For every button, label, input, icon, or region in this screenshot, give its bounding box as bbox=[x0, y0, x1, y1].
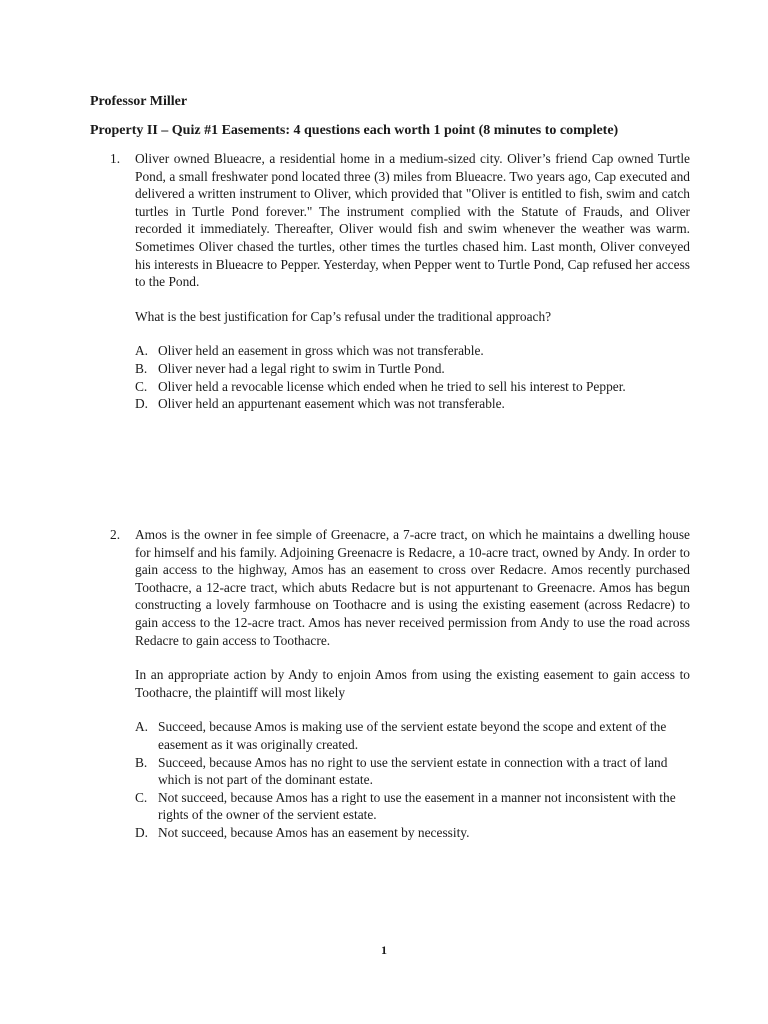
choice-text: Oliver held an easement in gross which was not transferable. bbox=[158, 343, 484, 359]
choice-letter: B. bbox=[135, 360, 148, 376]
answer-choice-b bbox=[135, 754, 690, 789]
answer-choices bbox=[135, 718, 690, 841]
choice-letter: D. bbox=[135, 824, 149, 840]
answer-choice-a bbox=[135, 718, 690, 753]
answer-choice-a bbox=[135, 342, 690, 360]
choice-text: Succeed, because Amos is making use of the servient estate beyond the scope and extent of the easement as it was originally created. bbox=[158, 719, 667, 752]
choice-text: Not succeed, because Amos has an easement by necessity. bbox=[158, 824, 470, 840]
choice-letter: D. bbox=[135, 396, 149, 412]
choice-text: Oliver never had a legal right to swim in Turtle Pond. bbox=[158, 360, 445, 376]
choice-text: Succeed, because Amos has no right to use the servient estate in connection with a tract of land which is not part of the dominant estate. bbox=[158, 754, 668, 788]
answer-choice-b bbox=[135, 360, 690, 378]
question-number: 2. bbox=[110, 527, 121, 542]
choice-letter: B. bbox=[135, 754, 148, 770]
choice-text: Oliver held an appurtenant easement which was not transferable. bbox=[158, 396, 505, 412]
answer-choice-c bbox=[135, 789, 690, 824]
question-body bbox=[135, 526, 690, 842]
question-2 bbox=[110, 526, 690, 842]
question-prompt: In an appropriate action by Andy to enjoin Amos from using the existing easement to gain access to Toothacre, the plaintiff will most likely bbox=[135, 667, 690, 700]
choice-text: Oliver held a revocable license which ended when he tried to sell his interest to Pepper. bbox=[158, 378, 626, 394]
question-stem: Oliver owned Blueacre, a residential home in a medium-sized city. Oliver’s friend Cap owned Turtle Pond, a small freshwater pond located three (3) miles from Blueacre. Two years ago, Cap executed and delivered a written instrument to Oliver, which provided that "Oliver is entitled to fish, swim and catch turtles in Turtle Pond forever." The instrument complied with the Statute of Frauds, and Oliver recorded it immediately. Thereafter, Oliver would fish and swim whenever the weather was warm. Sometimes Oliver chased the turtles, other times the turtles chased him. Last month, Oliver conveyed his interests in Blueacre to Pepper. Yesterday, when Pepper went to Turtle Pond, Cap refused her access to the Pond. bbox=[135, 151, 690, 290]
question-body bbox=[135, 150, 690, 413]
professor-name: Professor Miller bbox=[90, 94, 188, 109]
quiz-title: Property II – Quiz #1 Easements: 4 questions each worth 1 point (8 minutes to complete) bbox=[90, 123, 619, 138]
choice-letter: C. bbox=[135, 378, 148, 394]
answer-choice-d bbox=[135, 824, 690, 842]
page-number: 1 bbox=[381, 943, 387, 957]
answer-choice-c bbox=[135, 378, 690, 396]
answer-choice-d bbox=[135, 395, 690, 413]
question-1 bbox=[110, 150, 690, 413]
choice-letter: C. bbox=[135, 789, 148, 805]
question-stem: Amos is the owner in fee simple of Greenacre, a 7-acre tract, on which he maintains a dwelling house for himself and his family. Adjoining Greenacre is Redacre, a 10-acre tract, owned by Andy. In order to gain access to the highway, Amos has an easement to cross over Redacre. Amos recently purchased Toothacre, a 12-acre tract, which abuts Redacre but is not appurtenant to Greenacre. Amos has begun constructing a lovely farmhouse on Toothacre and is using the existing easement (across Redacre) to gain access to the 12-acre tract. Amos has never received permission from Andy to use the road across Redacre to gain access to Toothacre. bbox=[135, 527, 690, 648]
question-number: 1. bbox=[110, 151, 121, 166]
choice-text: Not succeed, because Amos has a right to use the easement in a manner not inconsistent with the rights of the owner of the servient estate. bbox=[158, 789, 676, 823]
answer-choices bbox=[135, 342, 690, 412]
question-prompt: What is the best justification for Cap’s refusal under the traditional approach? bbox=[135, 308, 552, 324]
choice-letter: A. bbox=[135, 719, 149, 735]
choice-letter: A. bbox=[135, 343, 149, 359]
